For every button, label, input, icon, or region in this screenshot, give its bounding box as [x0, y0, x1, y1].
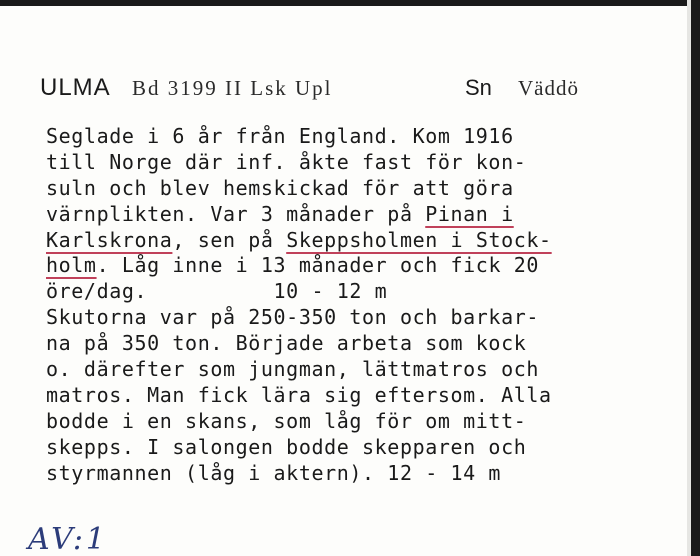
text-line: bodde i en skans, som låg för om mitt- [46, 408, 527, 433]
underlined-place: Skeppsholmen i Stock- [286, 227, 552, 252]
underlined-place: Karlskrona [46, 227, 173, 252]
text-line: suln och blev hemskickad för att göra [46, 175, 514, 200]
text-line: skepps. I salongen bodde skepparen och [46, 434, 527, 459]
text-line: Skutorna var på 250-350 ton och barkar- [46, 305, 539, 330]
text-line [46, 253, 646, 279]
text-line: styrmannen (låg i aktern). 12 - 14 m [46, 460, 502, 485]
underlined-place: holm [46, 253, 97, 278]
archive-name: ULMA [40, 74, 111, 101]
handwritten-mark: AV:1 [28, 522, 109, 556]
parish-label: Sn [465, 75, 492, 100]
text-segment: . Låg inne i 13 månader och fick 20 [96, 253, 540, 278]
underlined-place: Pinan i [425, 201, 514, 226]
record-code: Bd 3199 II Lsk Upl [132, 76, 333, 100]
text-line: Seglade i 6 år från England. Kom 1916 [46, 124, 514, 148]
text-segment: värnplikten. Var 3 månader på [46, 201, 426, 226]
text-line: matros. Man fick lära sig eftersom. Alla [46, 382, 552, 407]
card-body-text [46, 124, 646, 486]
text-line: till Norge där inf. åkte fast för kon- [46, 149, 527, 174]
text-line: öre/dag. 10 - 12 m [46, 279, 388, 304]
card-right-edge [691, 0, 700, 556]
text-line: na på 350 ton. Började arbeta som kock [46, 331, 527, 356]
text-segment: , sen på [172, 227, 287, 252]
text-line [46, 228, 646, 254]
card-top-edge [0, 0, 700, 6]
parish-name: Väddö [518, 76, 579, 100]
text-line: o. därefter som jungman, lättmatros och [46, 357, 539, 382]
text-line [46, 202, 646, 228]
